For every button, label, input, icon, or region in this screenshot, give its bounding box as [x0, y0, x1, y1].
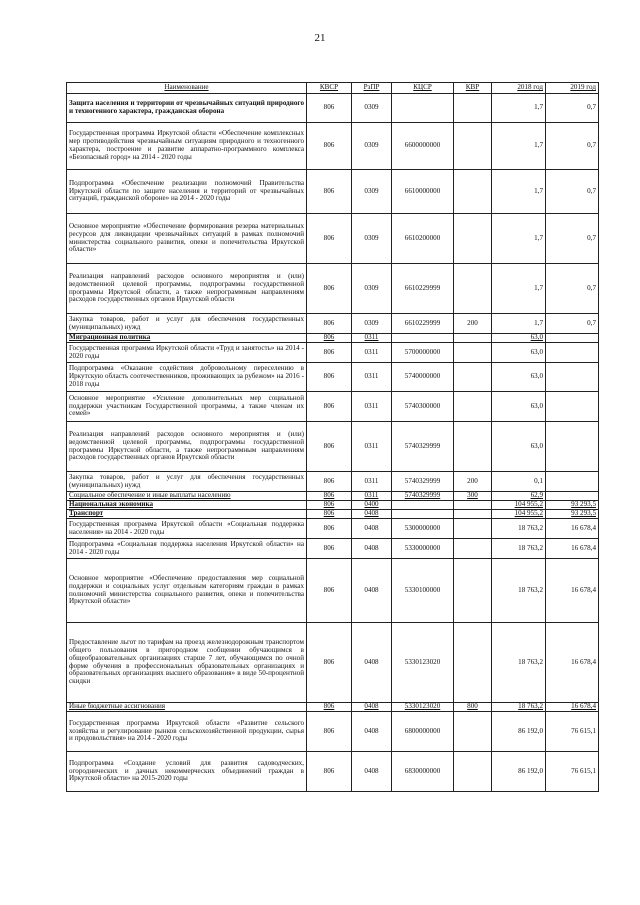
cell-kcsr: 5740329999: [392, 422, 454, 472]
cell-2019: 0,7: [546, 170, 599, 214]
cell-2018: 63,0: [492, 334, 546, 343]
cell-2018: 1,7: [492, 264, 546, 314]
cell-2018: 1,7: [492, 314, 546, 334]
cell-kvr: [454, 94, 492, 123]
cell-2019: [546, 334, 599, 343]
cell-rzpr: 0309: [352, 264, 392, 314]
cell-name: Миграционная политика: [67, 334, 307, 343]
table-row: [67, 94, 599, 123]
cell-name: Закупка товаров, работ и услуг для обеспечения государственных (муниципальных) нужд: [67, 314, 307, 334]
cell-name: Предоставление льгот по тарифам на проезд железнодорожным транспортом общего пользования в пригородном сообщении обучающимся в общеобразовательных организациях старше 7 лет, обучающимся по очной форме обучения в профессиональных образовательных организациях и образовательных организациях высшего образования» в виде 50-процентной скидки: [67, 623, 307, 703]
cell-2019: [546, 363, 599, 392]
cell-rzpr: 0311: [352, 334, 392, 343]
cell-rzpr: 0311: [352, 492, 392, 501]
cell-2019: 16 678,4: [546, 623, 599, 703]
cell-name: Закупка товаров, работ и услуг для обеспечения государственных (муниципальных) нужд: [67, 472, 307, 492]
cell-kcsr: 5330100000: [392, 559, 454, 623]
cell-kvsr: 806: [307, 94, 352, 123]
cell-kvr: [454, 392, 492, 422]
page-number: 21: [314, 32, 326, 44]
header-kvr: КВР: [454, 83, 492, 94]
cell-name: Основное мероприятие «Обеспечение формирования резерва материальных ресурсов для ликвидации чрезвычайных ситуаций в рамках полномочий министерства социального развития, опеки и попечительства Иркутской области»: [67, 214, 307, 264]
cell-2019: 76 615,1: [546, 712, 599, 752]
cell-rzpr: 0311: [352, 422, 392, 472]
cell-kcsr: 5300000000: [392, 519, 454, 539]
cell-kcsr: 5700000000: [392, 343, 454, 363]
cell-kvr: 200: [454, 472, 492, 492]
cell-name: Подпрограмма «Обеспечение реализации полномочий Правительства Иркутской области по защите населения и территорий от чрезвычайных ситуаций, гражданской обороне» на 2014 - 2020 годы: [67, 170, 307, 214]
cell-2018: 1,7: [492, 94, 546, 123]
cell-kvsr: 806: [307, 623, 352, 703]
table-row: [67, 752, 599, 792]
cell-2019: 93 293,5: [546, 510, 599, 519]
cell-name: Реализация направлений расходов основного мероприятия и (или) ведомственной целевой программы, подпрограммы государственной программы Иркутской области, а также непрограммным направлениям расходов государственных органов Иркутской области: [67, 422, 307, 472]
cell-kvsr: 806: [307, 123, 352, 170]
cell-2018: 63,0: [492, 343, 546, 363]
cell-kvr: [454, 501, 492, 510]
cell-kvsr: 806: [307, 703, 352, 712]
cell-kcsr: 6610229999: [392, 264, 454, 314]
cell-2018: 86 192,0: [492, 752, 546, 792]
cell-rzpr: 0408: [352, 519, 392, 539]
cell-2018: 0,1: [492, 472, 546, 492]
cell-2019: 0,7: [546, 94, 599, 123]
cell-name: Подпрограмма «Создание условий для развития садоводческих, огороднических и дачных некоммерческих объединений граждан в Иркутской области» на 2015-2020 годы: [67, 752, 307, 792]
cell-kcsr: 6600000000: [392, 123, 454, 170]
cell-rzpr: 0309: [352, 214, 392, 264]
cell-name: Государственная программа Иркутской области «Развитие сельского хозяйства и регулирование рынков сельскохозяйственной продукции, сырья и продовольствия» на 2014 - 2020 годы: [67, 712, 307, 752]
cell-name: Государственная программа Иркутской области «Труд и занятость» на 2014 - 2020 годы: [67, 343, 307, 363]
cell-kvsr: 806: [307, 314, 352, 334]
cell-rzpr: 0311: [352, 472, 392, 492]
cell-kvr: [454, 623, 492, 703]
cell-2018: 18 763,2: [492, 519, 546, 539]
cell-2018: 62,9: [492, 492, 546, 501]
cell-kvsr: 806: [307, 343, 352, 363]
table-row: [67, 343, 599, 363]
cell-name: Государственная программа Иркутской области «Социальная поддержка населения» на 2014 - 2020 годы: [67, 519, 307, 539]
cell-kcsr: [392, 334, 454, 343]
cell-rzpr: 0408: [352, 559, 392, 623]
cell-kvsr: 806: [307, 501, 352, 510]
cell-kcsr: 5740329999: [392, 472, 454, 492]
cell-2018: 63,0: [492, 392, 546, 422]
cell-2019: 0,7: [546, 214, 599, 264]
cell-kvr: [454, 343, 492, 363]
cell-2019: [546, 343, 599, 363]
table-header-row: [67, 83, 599, 94]
cell-2018: 1,7: [492, 123, 546, 170]
cell-2019: 16 678,4: [546, 703, 599, 712]
table-row: [67, 334, 599, 343]
cell-name: Реализация направлений расходов основного мероприятия и (или) ведомственной целевой программы, подпрограммы государственной программы Иркутской области, а также непрограммным направлениям расходов государственных органов Иркутской области: [67, 264, 307, 314]
table-row: [67, 214, 599, 264]
header-2019: 2019 год: [546, 83, 599, 94]
cell-2019: 16 678,4: [546, 539, 599, 559]
cell-name: Иные бюджетные ассигнования: [67, 703, 307, 712]
cell-kcsr: 5330123020: [392, 703, 454, 712]
cell-kcsr: 6800000000: [392, 712, 454, 752]
header-rzpr: РзПР: [352, 83, 392, 94]
cell-2019: 93 293,5: [546, 501, 599, 510]
cell-kvr: [454, 214, 492, 264]
table-row: [67, 472, 599, 492]
cell-kvsr: 806: [307, 264, 352, 314]
cell-2018: 18 763,2: [492, 623, 546, 703]
header-kcsr: КЦСР: [392, 83, 454, 94]
cell-kvr: 200: [454, 314, 492, 334]
cell-2018: 104 955,2: [492, 510, 546, 519]
cell-kcsr: 6610229999: [392, 314, 454, 334]
cell-kvsr: 806: [307, 752, 352, 792]
cell-2018: 18 763,2: [492, 703, 546, 712]
cell-2018: 1,7: [492, 214, 546, 264]
cell-name: Подпрограмма «Оказание содействия добровольному переселению в Иркутскую область соотечественников, проживающих за рубежом» на 2016 - 2018 годы: [67, 363, 307, 392]
table-row: [67, 559, 599, 623]
cell-kvr: [454, 123, 492, 170]
table-row: [67, 170, 599, 214]
cell-kvsr: 806: [307, 214, 352, 264]
cell-rzpr: 0408: [352, 712, 392, 752]
cell-name: Транспорт: [67, 510, 307, 519]
table-row: [67, 422, 599, 472]
cell-2019: 16 678,4: [546, 559, 599, 623]
cell-kvr: [454, 539, 492, 559]
cell-rzpr: 0311: [352, 343, 392, 363]
cell-kvr: 800: [454, 703, 492, 712]
cell-kcsr: 5740329999: [392, 492, 454, 501]
table-row: [67, 712, 599, 752]
cell-2019: 0,7: [546, 314, 599, 334]
cell-kvr: [454, 422, 492, 472]
header-name: Наименование: [67, 83, 307, 94]
cell-2018: 63,0: [492, 422, 546, 472]
cell-kcsr: 5330000000: [392, 539, 454, 559]
table-row: [67, 623, 599, 703]
table-row: [67, 519, 599, 539]
cell-2019: [546, 422, 599, 472]
cell-kcsr: 5740300000: [392, 392, 454, 422]
cell-rzpr: 0408: [352, 703, 392, 712]
cell-rzpr: 0309: [352, 170, 392, 214]
cell-kcsr: 5330123020: [392, 623, 454, 703]
cell-kvsr: 806: [307, 510, 352, 519]
cell-rzpr: 0309: [352, 123, 392, 170]
cell-2019: 16 678,4: [546, 519, 599, 539]
cell-rzpr: 0309: [352, 94, 392, 123]
cell-name: Социальное обеспечение и иные выплаты населению: [67, 492, 307, 501]
cell-2018: 1,7: [492, 170, 546, 214]
table-row: [67, 123, 599, 170]
cell-kvsr: 806: [307, 392, 352, 422]
cell-kcsr: 6830000000: [392, 752, 454, 792]
cell-kvr: [454, 264, 492, 314]
cell-kvsr: 806: [307, 472, 352, 492]
cell-2019: 0,7: [546, 264, 599, 314]
cell-name: Защита населения и территории от чрезвычайных ситуаций природного и техногенного характера, гражданская оборона: [67, 94, 307, 123]
cell-kvsr: 806: [307, 712, 352, 752]
cell-kvr: 300: [454, 492, 492, 501]
cell-kvr: [454, 559, 492, 623]
table-body: [67, 94, 599, 792]
table-row: [67, 392, 599, 422]
cell-kvsr: 806: [307, 519, 352, 539]
cell-kvr: [454, 712, 492, 752]
cell-name: Основное мероприятие «Обеспечение предоставления мер социальной поддержки и социальных услуг отдельным категориям граждан в рамках полномочий министерства социального развития, опеки и попечительства Иркутской области»: [67, 559, 307, 623]
table-row: [67, 264, 599, 314]
cell-2019: 76 615,1: [546, 752, 599, 792]
cell-rzpr: 0408: [352, 623, 392, 703]
cell-kcsr: 6610000000: [392, 170, 454, 214]
cell-kvr: [454, 363, 492, 392]
table-row: [67, 703, 599, 712]
cell-kvr: [454, 334, 492, 343]
table-row: [67, 539, 599, 559]
cell-2018: 18 763,2: [492, 559, 546, 623]
cell-kcsr: 5740000000: [392, 363, 454, 392]
header-2018: 2018 год: [492, 83, 546, 94]
cell-2018: 104 955,2: [492, 501, 546, 510]
cell-kvsr: 806: [307, 422, 352, 472]
cell-rzpr: 0400: [352, 501, 392, 510]
cell-kvsr: 806: [307, 539, 352, 559]
cell-name: Национальная экономика: [67, 501, 307, 510]
cell-kcsr: [392, 501, 454, 510]
cell-kvr: [454, 510, 492, 519]
cell-rzpr: 0408: [352, 539, 392, 559]
table-row: [67, 510, 599, 519]
cell-2019: 0,7: [546, 123, 599, 170]
table-row: [67, 314, 599, 334]
cell-2018: 86 192,0: [492, 712, 546, 752]
cell-kvr: [454, 170, 492, 214]
cell-kcsr: [392, 510, 454, 519]
cell-name: Подпрограмма «Социальная поддержка населения Иркутской области» на 2014 - 2020 годы: [67, 539, 307, 559]
cell-kvsr: 806: [307, 334, 352, 343]
cell-kvsr: 806: [307, 170, 352, 214]
cell-name: Основное мероприятие «Усиление дополнительных мер социальной поддержки участникам Государственной программы, а также членам их семей»: [67, 392, 307, 422]
cell-rzpr: 0408: [352, 510, 392, 519]
cell-rzpr: 0311: [352, 392, 392, 422]
cell-kvsr: 806: [307, 559, 352, 623]
cell-2019: [546, 472, 599, 492]
cell-rzpr: 0311: [352, 363, 392, 392]
header-kvsr: КВСР: [307, 83, 352, 94]
cell-kcsr: [392, 94, 454, 123]
cell-name: Государственная программа Иркутской области «Обеспечение комплексных мер противодействия чрезвычайным ситуациям природного и техногенного характера, построение и развитие аппаратно-программного комплекса «Безопасный город» на 2014 - 2020 годы: [67, 123, 307, 170]
cell-2019: [546, 392, 599, 422]
cell-kvsr: 806: [307, 363, 352, 392]
cell-rzpr: 0309: [352, 314, 392, 334]
budget-table: [66, 82, 599, 792]
cell-kcsr: 6610200000: [392, 214, 454, 264]
cell-kvr: [454, 752, 492, 792]
cell-2018: 18 763,2: [492, 539, 546, 559]
cell-rzpr: 0408: [352, 752, 392, 792]
cell-kvr: [454, 519, 492, 539]
cell-2018: 63,0: [492, 363, 546, 392]
table-row: [67, 363, 599, 392]
cell-kvsr: 806: [307, 492, 352, 501]
